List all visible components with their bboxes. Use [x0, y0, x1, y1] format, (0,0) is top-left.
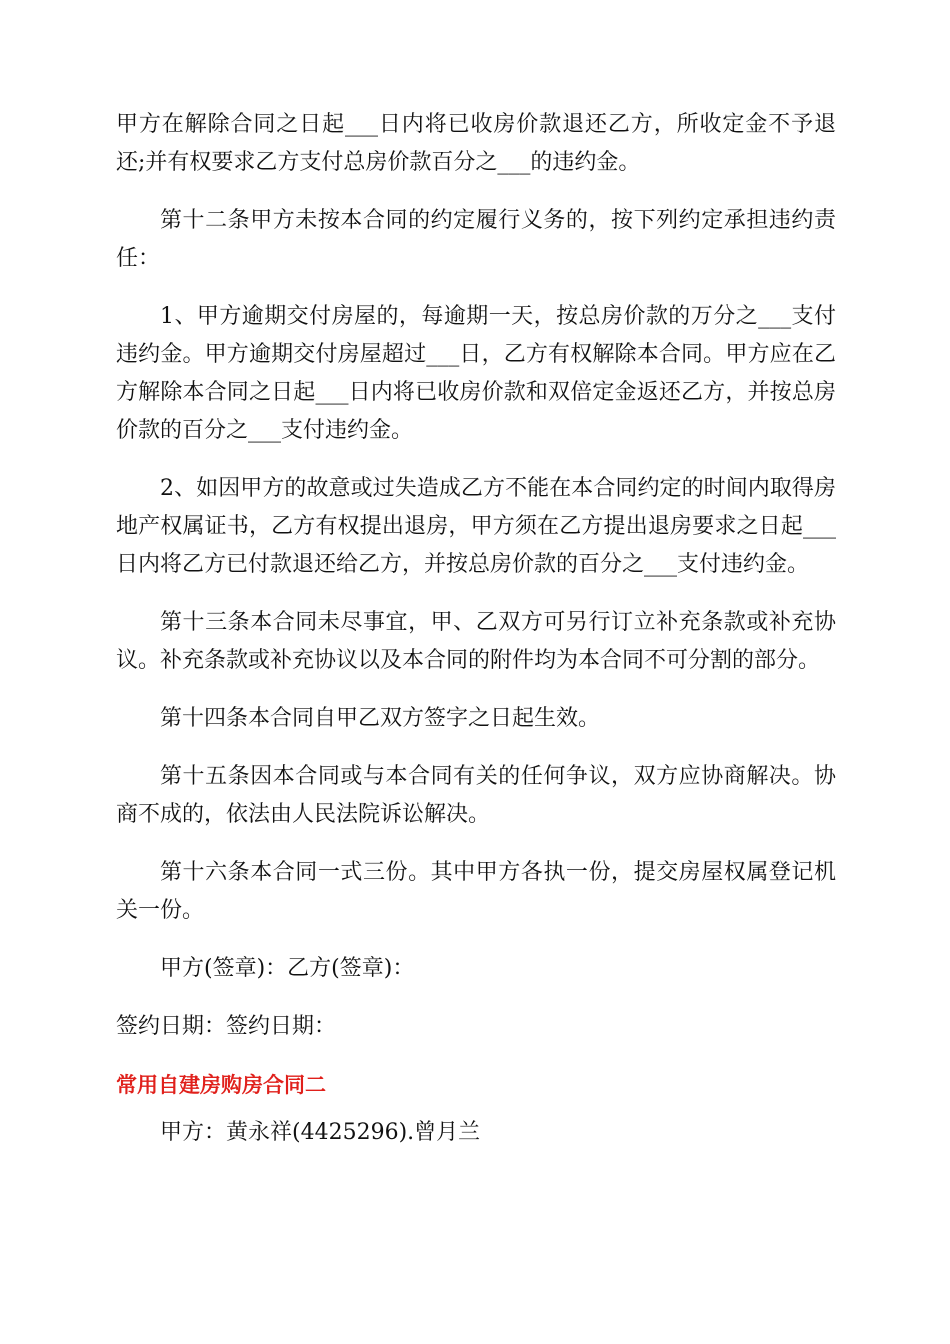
signature-line: 甲方(签章)：乙方(签章)： [160, 956, 415, 981]
paragraph-article-12: 第十二条甲方未按本合同的约定履行义务的，按下列约定承担违约责任： [116, 208, 836, 271]
section-heading: 常用自建房购房合同二 [116, 1073, 326, 1097]
paragraph-article-15: 第十五条因本合同或与本合同有关的任何争议，双方应协商解决。协商不成的，依法由人民法院诉讼解决。 [116, 764, 836, 827]
paragraph-article-14: 第十四条本合同自甲乙双方签字之日起生效。 [160, 706, 601, 731]
paragraph-refund-clause: 甲方在解除合同之日起___日内将已收房价款退还乙方，所收定金不予退还;并有权要求乙方支付总房价款百分之___的违约金。 [116, 112, 836, 175]
paragraph-article-12-item-2: 2、如因甲方的故意或过失造成乙方不能在本合同约定的时间内取得房地产权属证书，乙方有权提出退房，甲方须在乙方提出退房要求之日起___日内将乙方已付款退还给乙方，并按总房价款的百分之___支付违约金。 [116, 476, 836, 577]
party-a-line: 甲方：黄永祥(4425296).曾月兰 [160, 1120, 481, 1145]
paragraph-article-13: 第十三条本合同未尽事宜，甲、乙双方可另行订立补充条款或补充协议。补充条款或补充协议以及本合同的附件均为本合同不可分割的部分。 [116, 610, 836, 673]
paragraph-article-12-item-1: 1、甲方逾期交付房屋的，每逾期一天，按总房价款的万分之___支付违约金。甲方逾期交付房屋超过___日，乙方有权解除本合同。甲方应在乙方解除本合同之日起___日内将已收房价款和双倍定金返还乙方，并按总房价款的百分之___支付违约金。 [116, 304, 836, 443]
document-body [116, 106, 836, 1172]
paragraph-article-16: 第十六条本合同一式三份。其中甲方各执一份，提交房屋权属登记机关一份。 [116, 860, 836, 923]
signing-date-line: 签约日期：签约日期： [116, 1014, 337, 1039]
